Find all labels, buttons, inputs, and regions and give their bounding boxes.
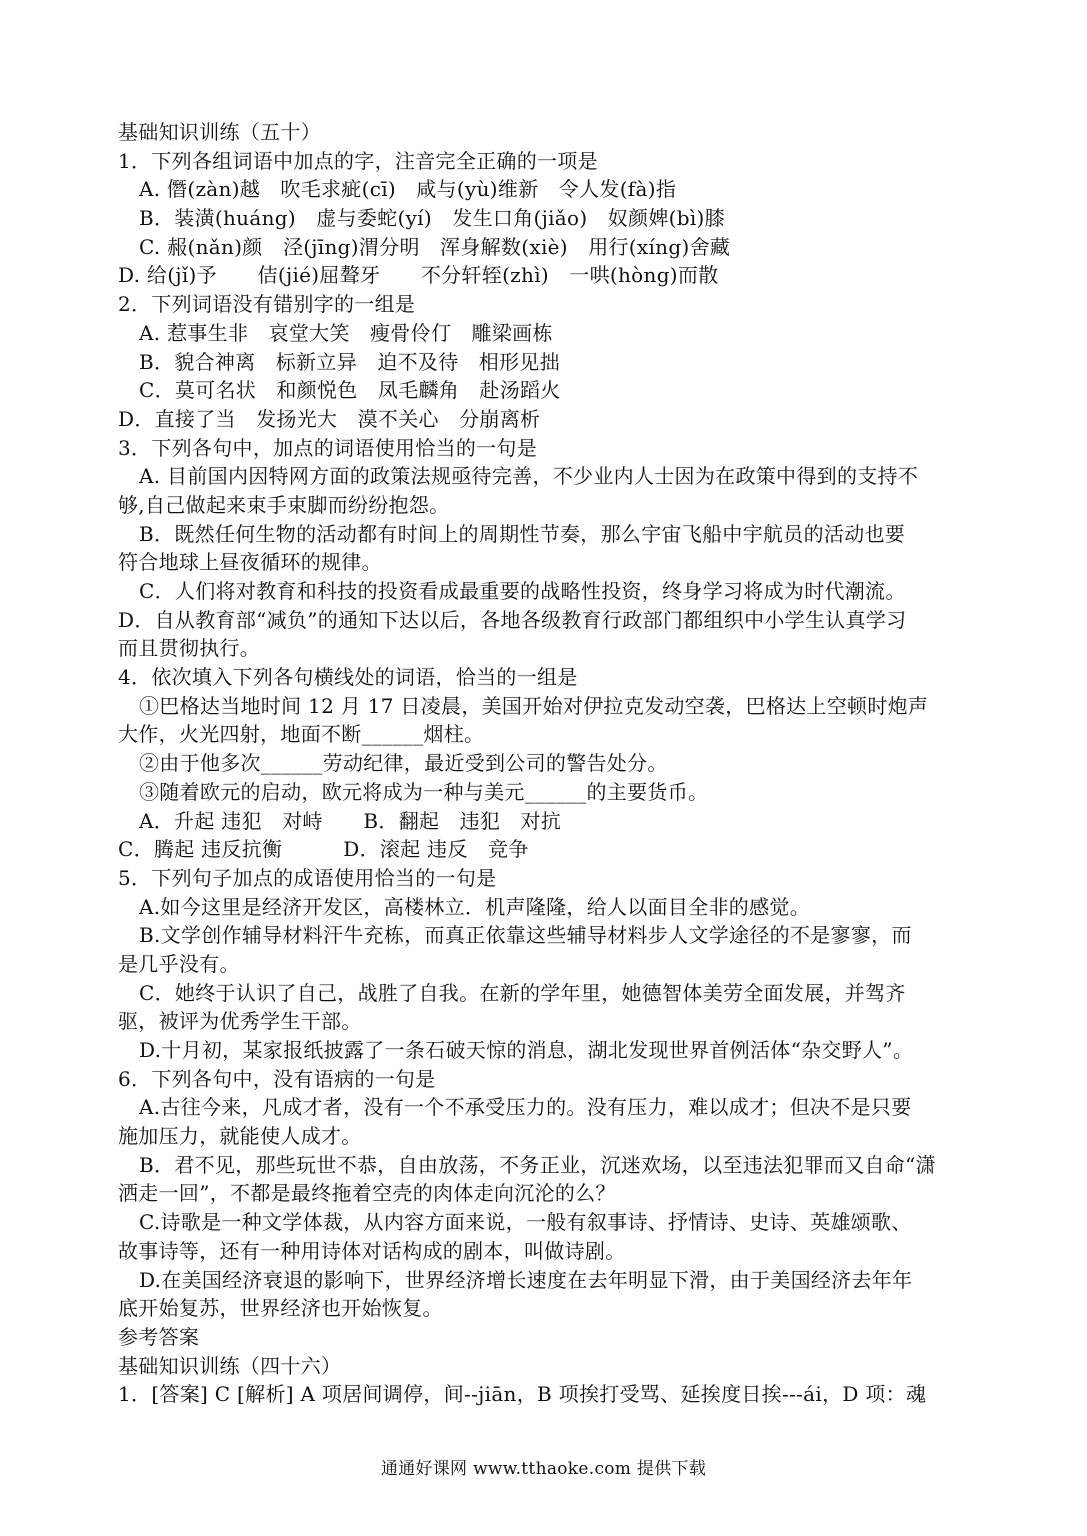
text-line: 符合地球上昼夜循环的规律。 — [118, 550, 382, 575]
text-line: 洒走一回”，不都是最终拖着空壳的肉体走向沉沦的么？ — [118, 1181, 616, 1206]
text-line: A.如今这里是经济开发区，高楼林立．机声隆隆，给人以面目全非的感觉。 — [139, 894, 810, 919]
text-line: 基础知识训练（五十） — [118, 120, 321, 144]
text-line: B．既然任何生物的活动都有时间上的周期性节奏，那么宇宙飞船中宇航员的活动也要 — [139, 521, 906, 546]
text-line: 底开始复苏，世界经济也开始恢复。 — [118, 1296, 443, 1321]
text-line: 驱，被评为优秀学生干部。 — [118, 1009, 362, 1034]
text-line: 1．[答案] C [解析] A 项居间调停，间--jiān，B 项挨打受骂、延挨度日挨---ái，D 项：魂 — [118, 1382, 927, 1407]
text-line: 够,自己做起来束手束脚而纷纷抱怨。 — [118, 492, 450, 517]
text-line: D.在美国经济衰退的影响下，世界经济增长速度在去年明显下滑，由于美国经济去年年 — [139, 1267, 913, 1292]
document-body — [118, 118, 976, 1409]
text-line: 4．依次填入下列各句横线处的词语，恰当的一组是 — [118, 665, 578, 690]
text-line: C．莫可名状 和颜悦色 凤毛麟角 赴汤蹈火 — [139, 378, 561, 403]
text-line: B．君不见，那些玩世不恭，自由放荡，不务正业，沉迷欢场，以至违法犯罪而又自命“潇 — [139, 1152, 936, 1177]
text-line: 1．下列各组词语中加点的字，注音完全正确的一项是 — [118, 148, 598, 173]
text-line: D．自从教育部“减负”的通知下达以后，各地各级教育行政部门都组织中小学生认真学习 — [118, 607, 907, 632]
text-line: B．貌合神离 标新立异 迫不及待 相形见拙 — [139, 349, 560, 374]
text-line: 3．下列各句中，加点的词语使用恰当的一句是 — [118, 435, 538, 460]
text-line: 是几乎没有。 — [118, 951, 240, 976]
text-line: 施加压力，就能使人成才。 — [118, 1124, 362, 1149]
text-line: D.十月初，某家报纸披露了一条石破天惊的消息，湖北发现世界首例活体“杂交野人”。 — [139, 1038, 914, 1062]
text-line: 2．下列词语没有错别字的一组是 — [118, 292, 416, 317]
text-line: A. 目前国内因特网方面的政策法规亟待完善，不少业内人士因为在政策中得到的支持不 — [139, 464, 919, 489]
text-line: C．人们将对教育和科技的投资看成最重要的战略性投资，终身学习将成为时代潮流。 — [139, 579, 906, 603]
text-line: ①巴格达当地时间 12 月 17 日凌晨，美国开始对伊拉克发动空袭，巴格达上空顿时炮声 — [139, 693, 929, 718]
text-line: C．她终于认识了自己，战胜了自我。在新的学年里，她德智体美劳全面发展，并驾齐 — [139, 980, 906, 1005]
text-line: B.文学创作辅导材料汗牛充栋，而真正依靠这些辅导材料步人文学途径的不是寥寥，而 — [139, 923, 912, 948]
text-line: 5．下列句子加点的成语使用恰当的一句是 — [118, 865, 497, 890]
text-line: 参考答案 — [118, 1324, 200, 1349]
text-line: B．装潢(huáng) 虚与委蛇(yí) 发生口角(jiǎo) 奴颜婢(bì)膝 — [139, 206, 725, 231]
text-line: D．直接了当 发扬光大 漠不关心 分崩离析 — [118, 406, 541, 431]
text-line: A. 惹事生非 哀堂大笑 瘦骨伶仃 雕梁画栋 — [139, 320, 553, 345]
text-line: 6．下列各句中，没有语病的一句是 — [118, 1066, 436, 1091]
text-line: A．升起 违犯 对峙 B．翻起 违犯 对抗 — [139, 808, 562, 833]
text-line: ②由于他多次______劳动纪律，最近受到公司的警告处分。 — [139, 751, 668, 776]
text-line: 大作，火光四射，地面不断______烟柱。 — [118, 722, 485, 747]
page-footer: 通通好课网 www.tthaoke.com 提供下载 — [380, 1459, 707, 1479]
text-line: 故事诗等，还有一种用诗体对话构成的剧本，叫做诗剧。 — [118, 1238, 626, 1263]
text-line: D. 给(jǐ)予 佶(jié)屈聱牙 不分轩轾(zhì) 一哄(hòng)而散 — [118, 263, 719, 288]
text-line: 而且贯彻执行。 — [118, 636, 261, 661]
text-line: A. 僭(zàn)越 吹毛求疵(cī) 咸与(yù)维新 令人发(fà)指 — [139, 177, 677, 202]
text-line: C. 赧(nǎn)颜 泾(jīng)渭分明 浑身解数(xiè) 用行(xíng)舍藏 — [139, 234, 731, 259]
text-line: A.古往今来，凡成才者，没有一个不承受压力的。没有压力，难以成才；但决不是只要 — [139, 1095, 912, 1120]
text-line: ③随着欧元的启动，欧元将成为一种与美元______的主要货币。 — [139, 779, 709, 804]
text-line: 基础知识训练（四十六） — [118, 1353, 342, 1378]
text-line: C.诗歌是一种文学体裁，从内容方面来说，一般有叙事诗、抒情诗、史诗、英雄颂歌、 — [139, 1210, 912, 1235]
text-line: C．腾起 违反抗衡 D．滚起 违反 竞争 — [118, 837, 529, 862]
